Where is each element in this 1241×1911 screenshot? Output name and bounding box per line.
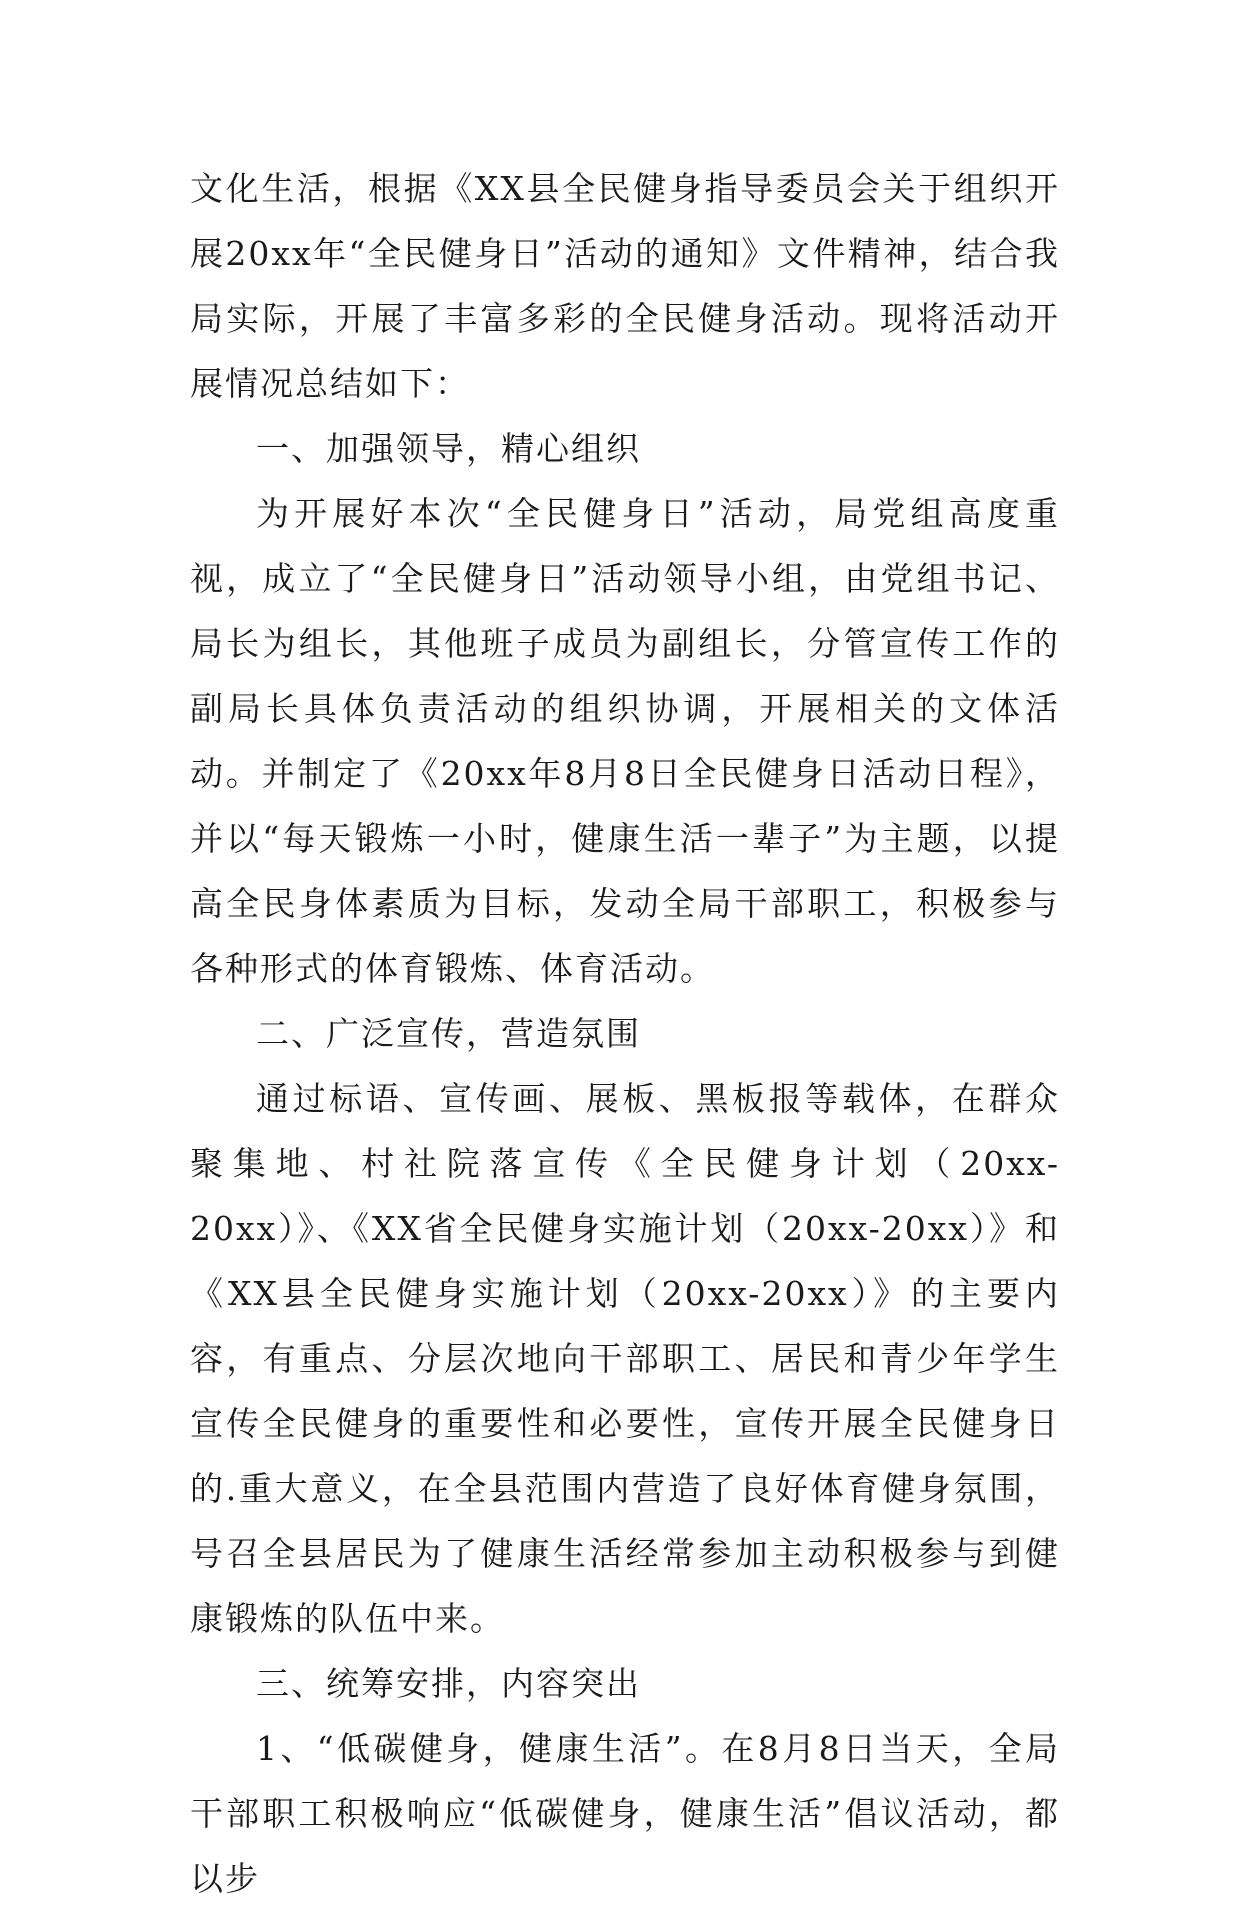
paragraph-section-3-item-1: 1、“低碳健身，健康生活”。在8月8日当天，全局干部职工积极响应“低碳健身，健康生活”倡议活动，都以步 bbox=[190, 1729, 1060, 1898]
section-heading-1: 一、加强领导，精心组织 bbox=[256, 429, 641, 468]
paragraph-section-2: 通过标语、宣传画、展板、黑板报等载体，在群众聚集地、村社院落宣传《全民健身计划（20xx-20xx）》、《XX省全民健身实施计划（20xx-20xx）》和《XX县全民健身实施计划（20xx-20xx）》的主要内容，有重点、分层次地向干部职工、居民和青少年学生宣传全民健身的重要性和必要性，宣传开展全民健身日的.重大意义，在全县范围内营造了良好体育健身氛围，号召全县居民为了健康生活经常参加主动积极参与到健康锻炼的队伍中来。 bbox=[190, 1079, 1060, 1638]
document-body bbox=[190, 156, 1060, 1911]
section-heading-2: 二、广泛宣传，营造氛围 bbox=[256, 1014, 641, 1053]
section-heading-3: 三、统筹安排，内容突出 bbox=[256, 1664, 641, 1703]
paragraph-section-1: 为开展好本次“全民健身日”活动，局党组高度重视，成立了“全民健身日”活动领导小组，由党组书记、局长为组长，其他班子成员为副组长，分管宣传工作的副局长具体负责活动的组织协调，开展相关的文体活动。并制定了《20xx年8月8日全民健身日活动日程》，并以“每天锻炼一小时，健康生活一辈子”为主题，以提高全民身体素质为目标，发动全局干部职工，积极参与各种形式的体育锻炼、体育活动。 bbox=[190, 494, 1060, 988]
paragraph-intro: 文化生活，根据《XX县全民健身指导委员会关于组织开展20xx年“全民健身日”活动的通知》文件精神，结合我局实际，开展了丰富多彩的全民健身活动。现将活动开展情况总结如下： bbox=[190, 169, 1060, 403]
